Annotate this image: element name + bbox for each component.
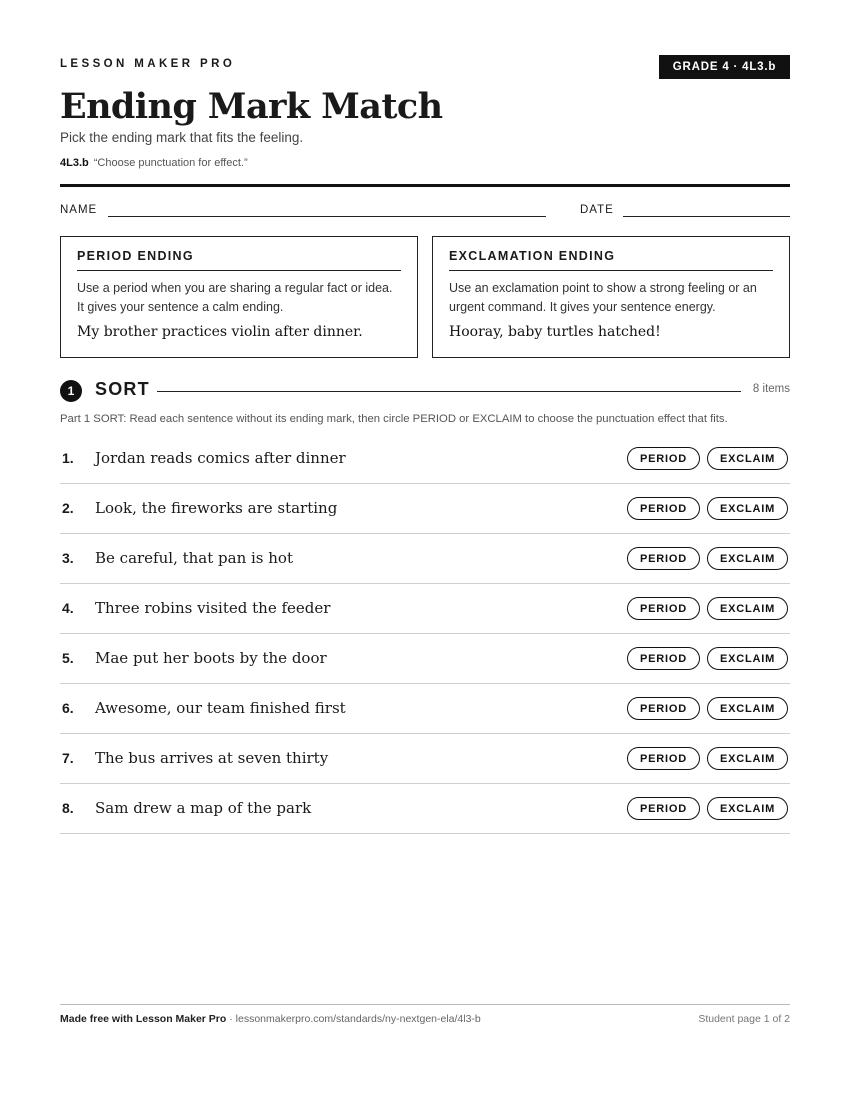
list-item	[60, 734, 790, 784]
section-instructions: Part 1 SORT: Read each sentence without its ending mark, then circle PERIOD or EXCLAIM to choose the punctuation effect that fits.	[60, 413, 728, 425]
period-choice[interactable]: PERIOD	[627, 447, 700, 470]
item-number: 5.	[62, 650, 74, 666]
name-field[interactable]	[108, 216, 546, 217]
item-number: 2.	[62, 500, 74, 516]
brand-name: LESSON MAKER PRO	[60, 58, 236, 70]
exclaim-choice[interactable]: EXCLAIM	[707, 747, 788, 770]
list-item	[60, 434, 790, 484]
section-number-badge: 1	[60, 380, 82, 402]
exclaim-choice[interactable]: EXCLAIM	[707, 597, 788, 620]
list-item	[60, 634, 790, 684]
item-sentence: Sam drew a map of the park	[95, 799, 312, 817]
card-title: EXCLAMATION ENDING	[449, 249, 773, 271]
exclaim-choice[interactable]: EXCLAIM	[707, 547, 788, 570]
section-header	[60, 378, 790, 402]
item-number: 4.	[62, 600, 74, 616]
card-description: Use a period when you are sharing a regular fact or idea. It gives your sentence a calm ending.	[77, 281, 393, 314]
footer-divider	[60, 1004, 790, 1005]
period-choice[interactable]: PERIOD	[627, 647, 700, 670]
exclaim-choice[interactable]: EXCLAIM	[707, 497, 788, 520]
period-choice[interactable]: PERIOD	[627, 797, 700, 820]
page-title: Ending Mark Match	[60, 86, 443, 127]
footer-credit	[60, 1013, 481, 1025]
period-choice[interactable]: PERIOD	[627, 697, 700, 720]
card-example: My brother practices violin after dinner.	[77, 324, 363, 340]
exclaim-choice[interactable]: EXCLAIM	[707, 797, 788, 820]
section-title: SORT	[95, 379, 150, 399]
exclamation-ending-card	[432, 236, 790, 358]
date-field[interactable]	[623, 216, 790, 217]
page-subtitle: Pick the ending mark that fits the feeling.	[60, 130, 304, 145]
date-label: DATE	[580, 204, 614, 216]
standard-text: “Choose punctuation for effect.”	[93, 157, 248, 169]
item-sentence: Look, the fireworks are starting	[95, 499, 338, 517]
footer-url: · lessonmakerpro.com/standards/ny-nextgen-ela/4l3-b	[226, 1013, 481, 1025]
footer-made-with: Made free with Lesson Maker Pro	[60, 1013, 227, 1025]
item-number: 3.	[62, 550, 74, 566]
item-sentence: Be careful, that pan is hot	[95, 549, 293, 567]
item-number: 8.	[62, 800, 74, 816]
list-item	[60, 784, 790, 834]
item-sentence: The bus arrives at seven thirty	[95, 749, 329, 767]
list-item	[60, 534, 790, 584]
name-label: NAME	[60, 204, 98, 216]
item-sentence: Awesome, our team finished first	[95, 699, 346, 717]
header-divider	[60, 184, 790, 187]
sort-item-list	[60, 434, 790, 834]
list-item	[60, 484, 790, 534]
card-description: Use an exclamation point to show a strong feeling or an urgent command. It gives your sentence energy.	[449, 281, 757, 314]
period-choice[interactable]: PERIOD	[627, 497, 700, 520]
item-sentence: Jordan reads comics after dinner	[95, 449, 346, 467]
grade-badge: GRADE 4 · 4L3.b	[659, 55, 790, 79]
period-ending-card	[60, 236, 418, 358]
card-example: Hooray, baby turtles hatched!	[449, 324, 661, 340]
period-choice[interactable]: PERIOD	[627, 547, 700, 570]
name-date-row	[60, 204, 790, 218]
exclaim-choice[interactable]: EXCLAIM	[707, 647, 788, 670]
footer-page-info: Student page 1 of 2	[698, 1013, 790, 1025]
exclaim-choice[interactable]: EXCLAIM	[707, 697, 788, 720]
period-choice[interactable]: PERIOD	[627, 597, 700, 620]
list-item	[60, 684, 790, 734]
section-divider	[157, 391, 741, 392]
item-sentence: Mae put her boots by the door	[95, 649, 327, 667]
standard-line	[60, 157, 248, 169]
item-number: 7.	[62, 750, 74, 766]
item-sentence: Three robins visited the feeder	[95, 599, 331, 617]
item-number: 1.	[62, 450, 74, 466]
list-item	[60, 584, 790, 634]
item-number: 6.	[62, 700, 74, 716]
worksheet-page	[60, 0, 790, 1100]
card-title: PERIOD ENDING	[77, 249, 401, 271]
exclaim-choice[interactable]: EXCLAIM	[707, 447, 788, 470]
period-choice[interactable]: PERIOD	[627, 747, 700, 770]
item-count: 8 items	[752, 383, 790, 395]
standard-code: 4L3.b	[60, 157, 89, 169]
